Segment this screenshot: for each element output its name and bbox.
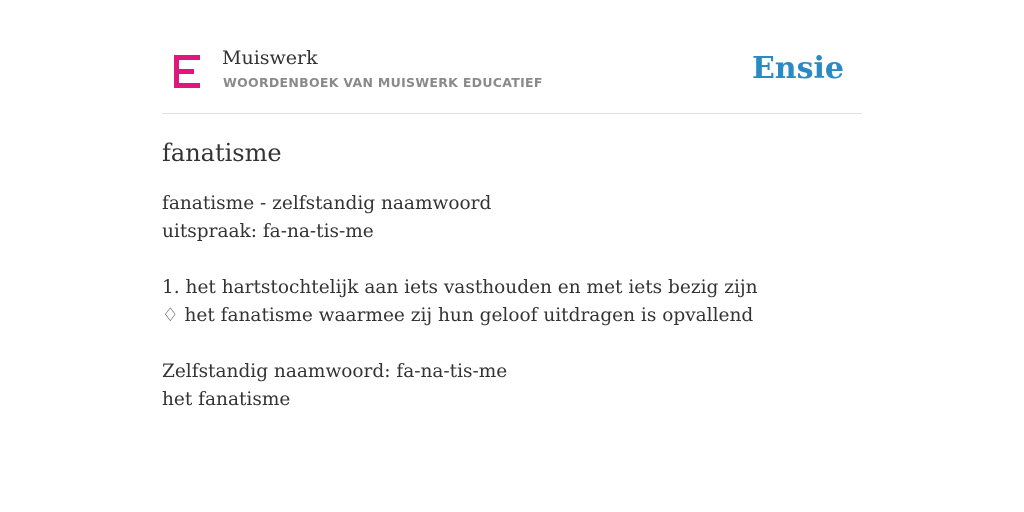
ensie-brand-logo[interactable]: Ensie <box>751 51 844 86</box>
entry-line-pronunciation: uitspraak: fa-na-tis-me <box>162 221 374 242</box>
entry-line-hyphenation: Zelfstandig naamwoord: fa-na-tis-me <box>162 361 508 382</box>
entry-body <box>162 190 758 414</box>
site-name[interactable]: Muiswerk <box>222 47 318 69</box>
muiswerk-logo-icon[interactable] <box>174 55 200 87</box>
page-container <box>162 0 862 410</box>
entry-line-word-class: fanatisme - zelfstandig naamwoord <box>162 193 492 214</box>
site-header <box>162 0 862 114</box>
entry-line-example: ♢ het fanatisme waarmee zij hun geloof uitdragen is opvallend <box>162 305 754 326</box>
entry-line-definition: 1. het hartstochtelijk aan iets vasthouden en met iets bezig zijn <box>162 277 758 298</box>
site-subtitle: WOORDENBOEK VAN MUISWERK EDUCATIEF <box>223 75 543 90</box>
entry-line-article: het fanatisme <box>162 389 291 410</box>
entry-line-blank <box>162 246 758 274</box>
entry-title: fanatisme <box>162 139 282 167</box>
entry-line-blank <box>162 330 758 358</box>
